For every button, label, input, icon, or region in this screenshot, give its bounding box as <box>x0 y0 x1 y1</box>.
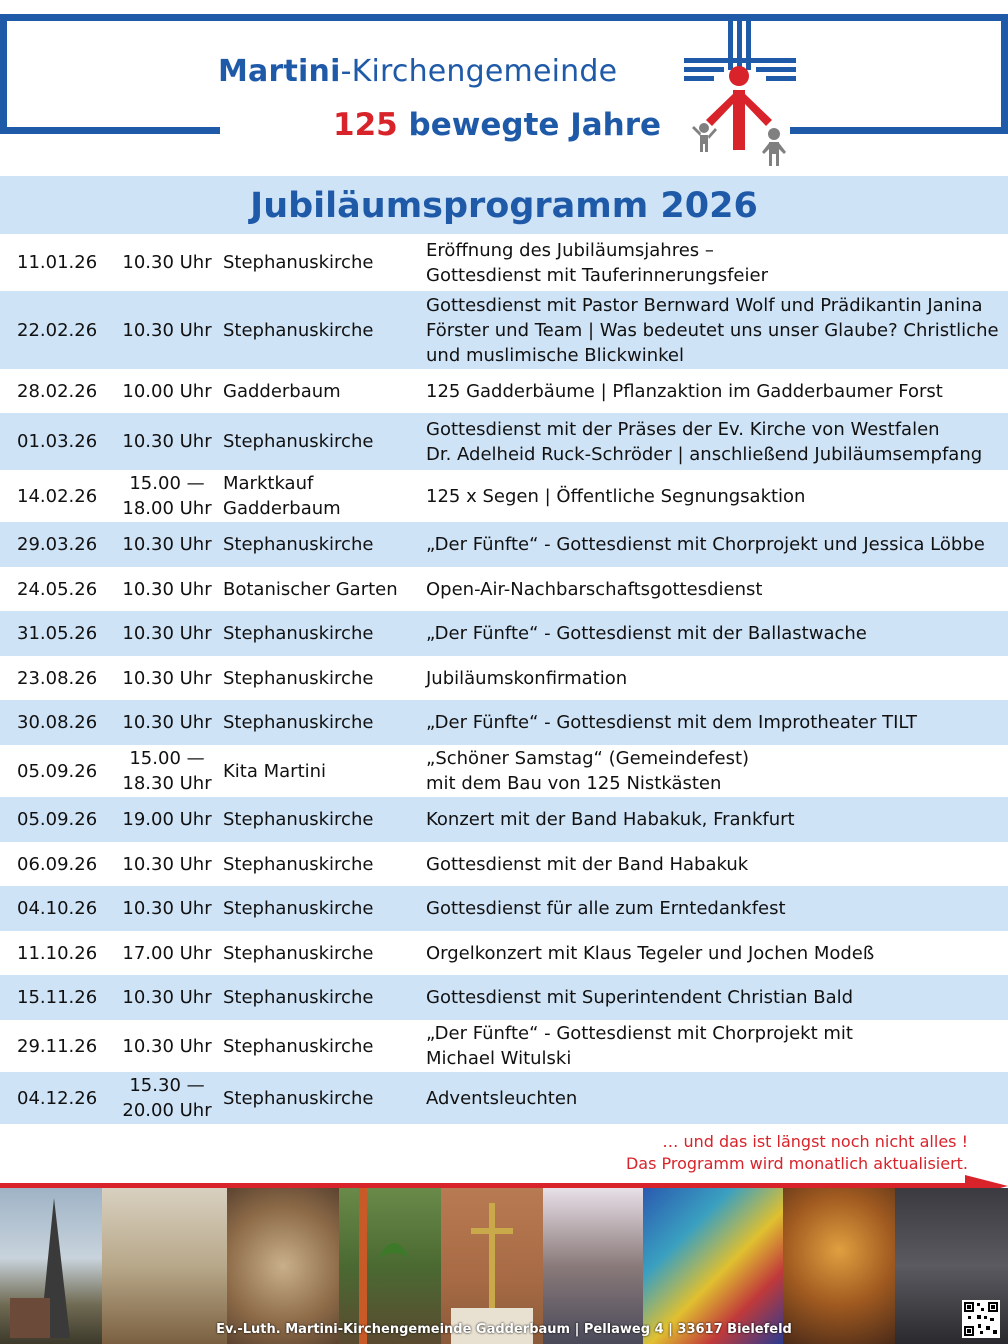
event-location: Stephanuskirche <box>223 623 374 644</box>
event-description: „Der Fünfte“ - Gottesdienst mit der Ballastwache <box>426 623 867 644</box>
event-time: 15.30 — 20.00 Uhr <box>122 1075 212 1121</box>
event-time: 19.00 Uhr <box>122 809 212 830</box>
altar-cross-photo <box>441 1188 543 1344</box>
clay-pieces-photo <box>227 1188 339 1344</box>
event-date: 22.02.26 <box>17 319 98 341</box>
event-description: Gottesdienst mit der Band Habakuk <box>426 853 749 875</box>
events-table <box>0 234 1008 1124</box>
event-time: 15.00 — 18.30 Uhr <box>122 748 212 794</box>
church-logo-icon <box>684 18 796 168</box>
event-date: 04.10.26 <box>17 898 98 919</box>
event-date: 01.03.26 <box>17 431 98 452</box>
event-time: 10.30 Uhr <box>122 898 212 919</box>
event-row <box>0 234 1008 291</box>
event-description: Adventsleuchten <box>426 1087 578 1109</box>
event-location: Stephanuskirche <box>223 942 374 964</box>
photo-strip <box>0 1188 1008 1344</box>
event-time: 10.30 Uhr <box>122 1035 212 1057</box>
event-row <box>0 745 1008 797</box>
event-location: Marktkauf Gadderbaum <box>223 473 341 519</box>
event-row <box>0 700 1008 745</box>
event-row <box>0 656 1008 700</box>
event-date: 29.03.26 <box>17 534 98 555</box>
event-time: 10.30 Uhr <box>122 667 212 689</box>
anniversary-tagline: 125 bewegte Jahre <box>333 107 662 143</box>
event-date: 24.05.26 <box>17 578 98 600</box>
event-location: Stephanuskirche <box>223 898 374 919</box>
event-time: 10.30 Uhr <box>122 712 212 733</box>
event-time: 10.30 Uhr <box>122 623 212 644</box>
stained-glass-photo <box>643 1188 783 1344</box>
event-description: „Der Fünfte“ - Gottesdienst mit dem Improtheater TILT <box>426 712 917 733</box>
event-time: 10.30 Uhr <box>122 431 212 452</box>
event-description: Gottesdienst mit Pastor Bernward Wolf und Prädikantin Janina Förster und Team | Was bedeutet uns unser Glaube? Christliche und muslimische Blickwinkel <box>426 294 999 366</box>
footer-address: Ev.-Luth. Martini-Kirchengemeinde Gadderbaum | Pellaweg 4 | 33617 Bielefeld <box>216 1322 792 1337</box>
event-time: 15.00 — 18.00 Uhr <box>122 473 212 519</box>
event-description: Jubiläumskonfirmation <box>426 667 628 689</box>
event-location: Stephanuskirche <box>223 1087 374 1109</box>
congregation-photo <box>543 1188 643 1344</box>
event-description: 125 Gadderbäume | Pflanzaktion im Gadderbaumer Forst <box>426 380 943 402</box>
event-location: Stephanuskirche <box>223 534 374 555</box>
event-location: Botanischer Garten <box>223 578 398 600</box>
event-date: 28.02.26 <box>17 380 98 402</box>
event-description: „Schöner Samstag“ (Gemeindefest) mit dem Bau von 125 Nistkästen <box>426 748 750 794</box>
event-location: Stephanuskirche <box>223 667 374 689</box>
church-name: Martini-Kirchengemeinde <box>218 54 618 89</box>
event-time: 10.30 Uhr <box>122 853 212 875</box>
event-location: Stephanuskirche <box>223 987 374 1008</box>
event-description: Eröffnung des Jubiläumsjahres – Gottesdienst mit Tauferinnerungsfeier <box>426 239 768 286</box>
event-row <box>0 413 1008 470</box>
event-location: Stephanuskirche <box>223 252 374 273</box>
event-time: 10.30 Uhr <box>122 987 212 1008</box>
event-row <box>0 611 1008 656</box>
event-row <box>0 886 1008 931</box>
event-description: Open-Air-Nachbarschaftsgottesdienst <box>426 578 763 600</box>
update-note: … und das ist längst noch nicht alles ! Das Programm wird monatlich aktualisiert. <box>625 1132 968 1173</box>
frame-bar <box>0 127 220 134</box>
event-description: Gottesdienst mit der Präses der Ev. Kirche von Westfalen Dr. Adelheid Ruck-Schröder | anschließend Jubiläumsempfang <box>426 418 983 465</box>
event-row <box>0 975 1008 1020</box>
event-row <box>0 522 1008 567</box>
church-interior-photo <box>783 1188 895 1344</box>
qr-code-icon[interactable] <box>962 1300 1000 1338</box>
event-time: 10.30 Uhr <box>122 578 212 600</box>
tree-planting-photo <box>339 1188 441 1344</box>
frame-bar <box>1001 14 1008 134</box>
event-location: Stephanuskirche <box>223 809 374 830</box>
event-row <box>0 291 1008 369</box>
event-date: 06.09.26 <box>17 853 98 875</box>
event-location: Stephanuskirche <box>223 1035 374 1057</box>
community-hall-photo <box>102 1188 227 1344</box>
event-description: Gottesdienst mit Superintendent Christian Bald <box>426 987 854 1008</box>
event-time: 17.00 Uhr <box>122 942 212 964</box>
program-title: Jubiläumsprogramm 2026 <box>0 176 1008 234</box>
event-row <box>0 931 1008 975</box>
event-location: Stephanuskirche <box>223 319 374 341</box>
event-date: 29.11.26 <box>17 1035 98 1057</box>
frame-bar <box>790 127 1008 134</box>
event-row <box>0 842 1008 886</box>
event-date: 31.05.26 <box>17 623 98 644</box>
event-time: 10.30 Uhr <box>122 319 212 341</box>
event-location: Stephanuskirche <box>223 431 374 452</box>
frame-bar <box>0 14 7 134</box>
event-description: „Der Fünfte“ - Gottesdienst mit Chorprojekt und Jessica Löbbe <box>426 534 985 555</box>
event-date: 05.09.26 <box>17 809 98 830</box>
event-description: 125 x Segen | Öffentliche Segnungsaktion <box>426 485 806 507</box>
event-date: 14.02.26 <box>17 485 98 507</box>
event-time: 10.00 Uhr <box>122 380 212 402</box>
church-tower-photo <box>0 1188 102 1344</box>
event-description: Konzert mit der Band Habakuk, Frankfurt <box>426 809 795 830</box>
event-date: 11.01.26 <box>17 252 98 273</box>
event-date: 04.12.26 <box>17 1087 98 1109</box>
event-location: Gadderbaum <box>223 380 341 402</box>
event-row <box>0 369 1008 413</box>
event-time: 10.30 Uhr <box>122 534 212 555</box>
event-row <box>0 567 1008 611</box>
event-date: 23.08.26 <box>17 667 98 689</box>
frame-bar <box>0 14 1008 21</box>
event-location: Kita Martini <box>223 760 327 782</box>
event-date: 05.09.26 <box>17 760 98 782</box>
event-row <box>0 470 1008 522</box>
event-description: „Der Fünfte“ - Gottesdienst mit Chorprojekt mit Michael Witulski <box>426 1023 853 1069</box>
event-location: Stephanuskirche <box>223 853 374 875</box>
event-row <box>0 1020 1008 1072</box>
event-date: 11.10.26 <box>17 942 98 964</box>
event-description: Orgelkonzert mit Klaus Tegeler und Jochen Modeß <box>426 942 875 964</box>
event-row <box>0 797 1008 842</box>
event-row <box>0 1072 1008 1124</box>
event-location: Stephanuskirche <box>223 712 374 733</box>
event-date: 30.08.26 <box>17 712 98 733</box>
event-date: 15.11.26 <box>17 987 98 1008</box>
event-time: 10.30 Uhr <box>122 252 212 273</box>
event-description: Gottesdienst für alle zum Erntedankfest <box>426 898 786 919</box>
